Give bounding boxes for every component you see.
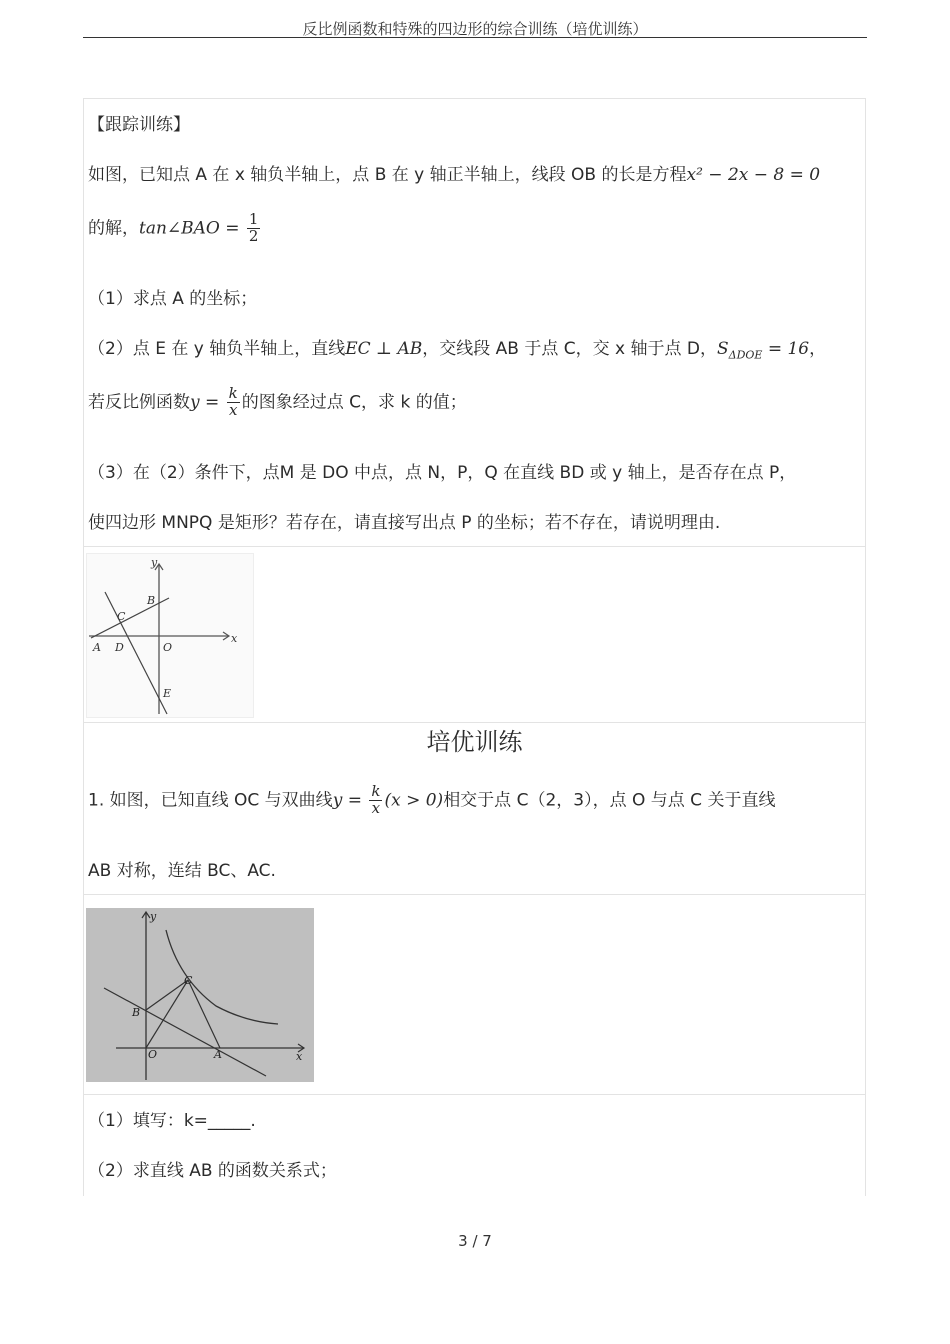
problem-text: 如图，已知点 A 在 x 轴负半轴上，点 B 在 y 轴正半轴上，线段 OB 的长是方程 — [88, 165, 687, 185]
problem-1-line-2: AB 对称，连结 BC、AC. — [88, 861, 276, 881]
row-divider — [83, 894, 866, 895]
label-B: B — [147, 594, 156, 607]
question-2-line-2: 若反比例函数y = $\frac{k}{x}$ 的图象经过点 C，求 k 的值； — [88, 384, 467, 419]
label-y: y — [150, 910, 157, 923]
area-expression: $S_{\Delta DOE} = 16$ — [716, 339, 810, 362]
page-header-title: 反比例函数和特殊的四边形的综合训练（培优训练） — [302, 20, 648, 38]
label-O: O — [148, 1048, 158, 1061]
segment-AC — [188, 980, 220, 1048]
hyperbola — [166, 930, 278, 1024]
problem-1-line-1: 1. 如图，已知直线 OC 与双曲线y = $\frac{k}{x}$ (x > 0)相交于点 C（2，3），点 O 与点 C 关于直线 — [88, 782, 776, 817]
label-C: C — [184, 974, 193, 987]
page-number: 3 / 7 — [458, 1232, 492, 1250]
fraction-k-over-x: $\frac{k}{x}$ — [228, 384, 238, 419]
label-D: D — [115, 641, 124, 654]
perpendicular-expression: EC ⊥ AB — [345, 339, 423, 359]
label-O: O — [163, 641, 173, 654]
line-AB — [104, 988, 266, 1076]
fraction-k-over-x: $\frac{k}{x}$ — [371, 782, 381, 817]
label-x: x — [296, 1050, 303, 1063]
label-C: C — [117, 610, 126, 623]
row-divider — [83, 1094, 866, 1095]
label-A: A — [93, 641, 101, 654]
frame-top-border — [83, 98, 866, 99]
row-divider — [83, 546, 866, 547]
geometry-figure-2 — [86, 908, 314, 1082]
label-E: E — [163, 687, 172, 700]
figure-2-svg — [86, 908, 314, 1082]
tracking-heading: 【跟踪训练】 — [88, 115, 190, 135]
header-rule — [83, 37, 867, 38]
question-1: （1）求点 A 的坐标； — [88, 289, 258, 309]
label-A: A — [214, 1048, 222, 1061]
question-3-line-2: 使四边形 MNPQ 是矩形？若存在，请直接写出点 P 的坐标；若不存在，请说明理由. — [88, 513, 721, 533]
label-y: y — [151, 556, 158, 569]
line-AB — [91, 598, 169, 638]
problem-line-1 — [88, 160, 820, 185]
question-3-line-1: （3）在（2）条件下，点M 是 DO 中点，点 N，P，Q 在直线 BD 或 y 轴上，是否存在点 P， — [88, 463, 797, 483]
domain-condition: (x > 0) — [384, 790, 444, 811]
segment-BC — [146, 980, 188, 1010]
equation: x² − 2x − 8 = 0 — [686, 165, 821, 185]
question-2-line-1: （2）点 E 在 y 轴负半轴上，直线EC ⊥ AB，交线段 AB 于点 C，交 x 轴于点 D，$S_{\Delta DOE} = 16$， — [88, 339, 827, 362]
question-2: （2）求直线 AB 的函数关系式； — [88, 1161, 337, 1181]
label-B: B — [132, 1006, 141, 1019]
fraction-half: $\frac{1}{2}$ — [248, 210, 259, 245]
tan-expression: tan∠BAO = — [139, 218, 240, 239]
label-x: x — [231, 632, 238, 645]
question-1: （1）填写：k=_____. — [88, 1111, 256, 1131]
problem-text: 的解， — [88, 218, 139, 239]
section-title: 培优训练 — [426, 728, 523, 756]
geometry-figure-1 — [86, 553, 254, 718]
problem-line-2 — [88, 212, 262, 245]
figure-1-svg — [87, 554, 253, 717]
